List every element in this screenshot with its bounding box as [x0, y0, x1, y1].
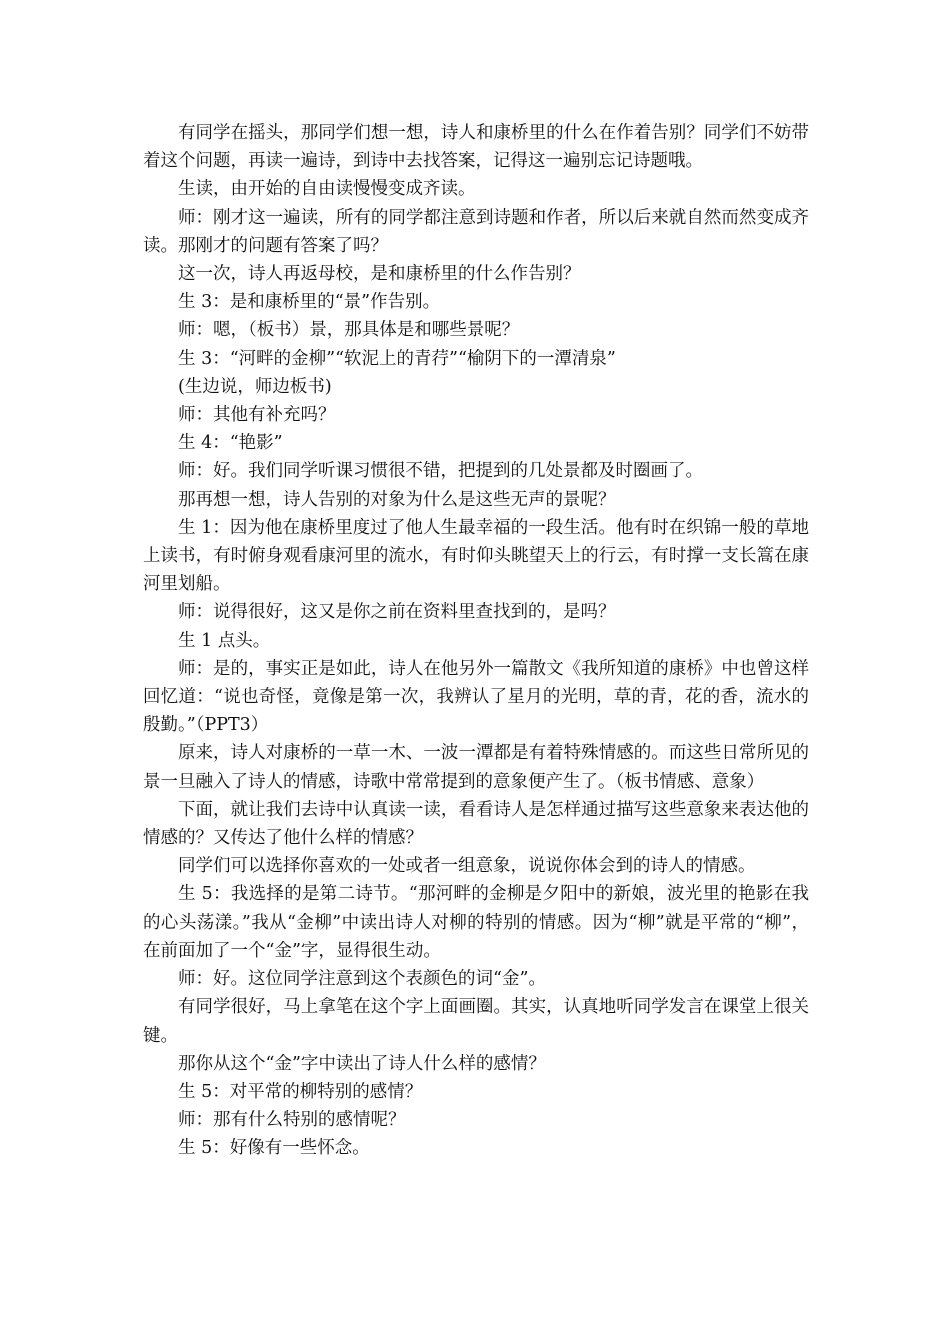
paragraph: 生 1：因为他在康桥里度过了他人生最幸福的一段生活。他有时在织锦一般的草地上读书，有时俯身观看康河里的流水，有时仰头眺望天上的行云，有时撑一支长篙在康河里划船。	[143, 517, 809, 595]
paragraph: 师：好。这位同学注意到这个表颜色的词“金”。	[178, 969, 546, 990]
paragraph: 下面，就让我们去诗中认真读一读，看看诗人是怎样通过描写这些意象来表达他的情感的？又传达了他什么样的情感？	[143, 799, 809, 849]
paragraph: 生读，由开始的自由读慢慢变成齐读。	[178, 179, 476, 200]
paragraph: 生 1 点头。	[178, 630, 271, 651]
paragraph: 师：那有什么特别的感情呢？	[178, 1110, 406, 1131]
paragraph: 那你从这个“金”字中读出了诗人什么样的感情？	[178, 1053, 546, 1074]
paragraph: (生边说，师边板书)	[178, 376, 332, 397]
paragraph: 生 3：“河畔的金柳”“软泥上的青荇”“榆阴下的一潭清泉”	[178, 348, 616, 369]
paragraph: 师：好。我们同学听课习惯很不错，把提到的几处景都及时圈画了。	[178, 461, 703, 482]
paragraph: 生 4：“艳影”	[178, 433, 283, 454]
document-body	[143, 119, 809, 1163]
paragraph: 生 5：对平常的柳特别的感情？	[178, 1081, 423, 1102]
paragraph: 师：刚才这一遍读，所有的同学都注意到诗题和作者，所以后来就自然而然变成齐读。那刚才的问题有答案了吗？	[143, 207, 809, 256]
paragraph: 这一次，诗人再返母校，是和康桥里的什么作告别？	[178, 264, 581, 285]
paragraph: 生 5：好像有一些怀念。	[178, 1138, 370, 1159]
paragraph: 原来，诗人对康桥的一草一木、一波一潭都是有着特殊情感的。而这些日常所见的景一旦融入了诗人的情感，诗歌中常常提到的意象便产生了。（板书情感、意象）	[143, 743, 809, 792]
paragraph: 有同学很好，马上拿笔在这个字上面画圈。其实，认真地听同学发言在课堂上很关键。	[143, 997, 809, 1046]
paragraph: 师：嗯，（板书）景，那具体是和哪些景呢？	[178, 320, 520, 341]
paragraph: 师：说得很好，这又是你之前在资料里查找到的，是吗？	[178, 602, 616, 623]
paragraph: 师：其他有补充吗？	[178, 405, 336, 426]
paragraph: 生 3：是和康桥里的“景”作告别。	[178, 292, 441, 313]
paragraph: 那再想一想，诗人告别的对象为什么是这些无声的景呢？	[178, 489, 616, 510]
paragraph: 生 5：我选择的是第二诗节。“那河畔的金柳是夕阳中的新娘，波光里的艳影在我的心头荡漾。”我从“金柳”中读出诗人对柳的特别的情感。因为“柳”就是平常的“柳”，在前面加了一个“金”字，显得很生动。	[143, 884, 809, 961]
paragraph: 有同学在摇头，那同学们想一想，诗人和康桥里的什么在作着告别？同学们不妨带着这个问题，再读一遍诗，到诗中去找答案，记得这一遍别忘记诗题哦。	[143, 123, 809, 172]
paragraph: 师：是的，事实正是如此，诗人在他另外一篇散文《我所知道的康桥》中也曾这样回忆道：“说也奇怪，竟像是第一次，我辨认了星月的光明，草的青，花的香，流水的殷勤。”（PPT3）	[143, 658, 809, 736]
paragraph: 同学们可以选择你喜欢的一处或者一组意象，说说你体会到的诗人的情感。	[178, 856, 756, 877]
